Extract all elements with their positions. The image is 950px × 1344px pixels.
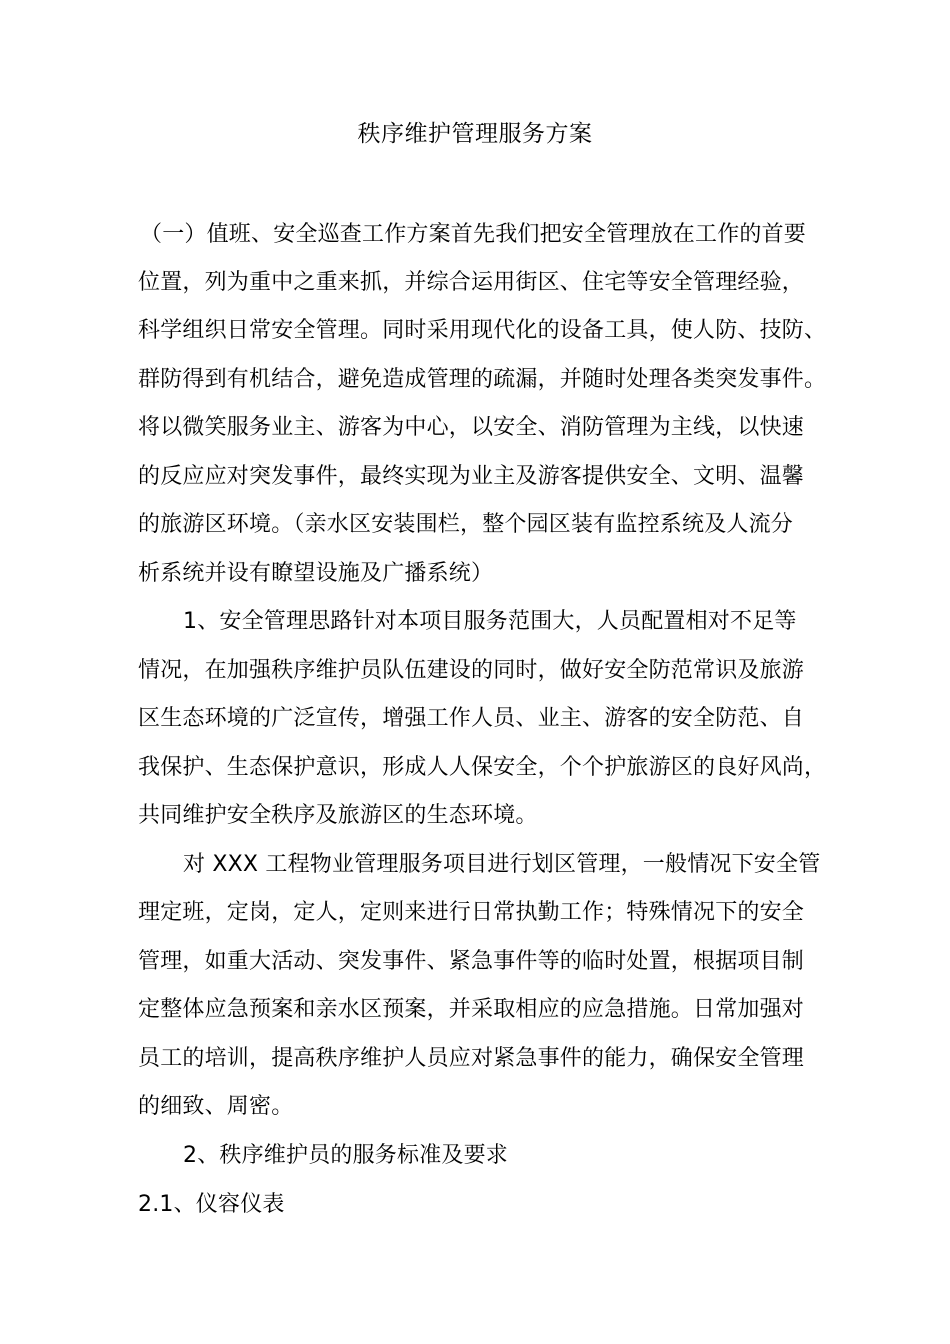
paragraph-3-line-5: 员工的培训，提高秩序维护人员应对紧急事件的能力，确保安全管理 [138, 1046, 805, 1071]
paragraph-2-line-1: 1、安全管理思路针对本项目服务范围大，人员配置相对不足等 [183, 609, 797, 634]
paragraph-3-line-4: 定整体应急预案和亲水区预案，并采取相应的应急措施。日常加强对 [138, 997, 805, 1022]
section-heading: 2、秩序维护员的服务标准及要求 [183, 1143, 508, 1168]
paragraph-2-line-4: 我保护、生态保护意识，形成人人保安全，个个护旅游区的良好风尚， [138, 755, 827, 780]
subsection-heading: 2.1、仪容仪表 [138, 1192, 285, 1217]
paragraph-1-line-6: 的反应应对突发事件，最终实现为业主及游客提供安全、文明、温馨 [138, 464, 805, 489]
paragraph-1-line-4: 群防得到有机结合，避免造成管理的疏漏，并随时处理各类突发事件。 [138, 367, 827, 392]
paragraph-1-line-8: 析系统并设有瞭望设施及广播系统） [138, 561, 494, 586]
paragraph-1-line-2: 位置，列为重中之重来抓，并综合运用街区、住宅等安全管理经验， [138, 270, 805, 295]
paragraph-3-line-1: 对 XXX 工程物业管理服务项目进行划区管理，一般情况下安全管 [183, 852, 821, 877]
paragraph-1-line-3: 科学组织日常安全管理。同时采用现代化的设备工具，使人防、技防、 [138, 318, 827, 343]
paragraph-2-line-2: 情况，在加强秩序维护员队伍建设的同时，做好安全防范常识及旅游 [138, 658, 805, 683]
paragraph-2-line-3: 区生态环境的广泛宣传，增强工作人员、业主、游客的安全防范、自 [138, 706, 805, 731]
paragraph-1-line-5: 将以微笑服务业主、游客为中心，以安全、消防管理为主线，以快速 [138, 415, 805, 440]
paragraph-3-line-6: 的细致、周密。 [138, 1094, 294, 1119]
document-title: 秩序维护管理服务方案 [357, 121, 593, 147]
paragraph-2-line-5: 共同维护安全秩序及旅游区的生态环境。 [138, 803, 538, 828]
paragraph-3-line-2: 理定班，定岗，定人，定则来进行日常执勤工作；特殊情况下的安全 [138, 900, 805, 925]
paragraph-1-line-1: （一）值班、安全巡查工作方案首先我们把安全管理放在工作的首要 [140, 222, 807, 247]
paragraph-3-line-3: 管理，如重大活动、突发事件、紧急事件等的临时处置，根据项目制 [138, 949, 805, 974]
paragraph-1-line-7: 的旅游区环境。（亲水区安装围栏，整个园区装有监控系统及人流分 [138, 512, 794, 537]
